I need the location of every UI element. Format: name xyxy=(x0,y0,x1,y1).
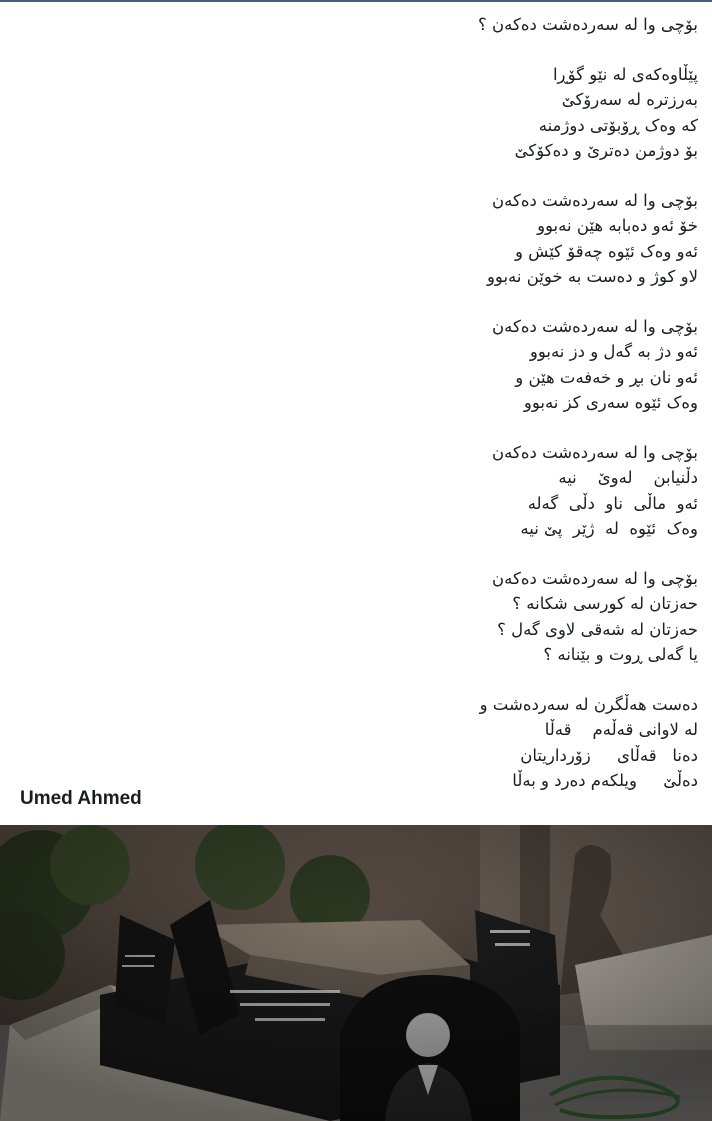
poem-line: بۆچی وا لە سەردەشت دەکەن ؟ xyxy=(478,15,698,34)
poem-line: لاو کوژ و دەست بە خوێن نەبوو xyxy=(486,267,698,286)
poem-line: حەزتان لە شەقی لاوی گەل ؟ xyxy=(497,619,698,639)
poem-stanza xyxy=(98,566,698,668)
poem-line: بۆچی وا لە سەردەشت دەکەن xyxy=(492,568,698,588)
poem-line: ئەو دژ بە گەل و دز نەبوو xyxy=(529,342,698,361)
poem-line: دڵنیابن لەوێ نیە xyxy=(558,468,698,487)
poem-line: بەرزترە لە سەرۆکێ xyxy=(561,90,698,109)
top-border xyxy=(0,0,712,2)
damaged-grave-photo-icon xyxy=(0,825,712,1121)
poem-line: ئەو نان بڕ و خەفەت هێن و xyxy=(515,367,698,387)
poem-line: لە لاوانی قەڵەم قەڵا xyxy=(544,720,698,739)
poem-line: بۆچی وا لە سەردەشت دەکەن xyxy=(492,190,698,210)
poem-line: دەنا قەڵای زۆرداریتان xyxy=(520,745,698,765)
poem-line: بۆچی وا لە سەردەشت دەکەن xyxy=(492,316,698,336)
poem-line: ئەو وەک ئێوە چەقۆ کێش و xyxy=(514,241,698,261)
poem-line: کە وەک ڕۆبۆتی دوژمنە xyxy=(538,115,698,135)
poem-line: دەست هەڵگرن لە سەردەشت و xyxy=(479,694,698,714)
author-name[interactable]: Umed Ahmed xyxy=(20,788,142,809)
poem-stanza xyxy=(98,62,698,164)
poem-stanza xyxy=(98,440,698,542)
poem-line: وەک ئێوە سەری کز نەبوو xyxy=(523,393,698,412)
poem-line: حەزتان لە کورسی شکانە ؟ xyxy=(512,594,698,613)
poem-line: ئەو ماڵی ناو دڵی گەلە xyxy=(527,493,698,513)
poem-line: بۆچی وا لە سەردەشت دەکەن xyxy=(492,442,698,462)
poem-text xyxy=(98,12,698,794)
poem-stanza xyxy=(98,188,698,290)
poem-line: یا گەلی ڕوت و بێنانە ؟ xyxy=(543,645,698,664)
poem-line: بۆ دوژمن دەترێ و دەکۆکێ xyxy=(514,141,698,160)
post-photo[interactable] xyxy=(0,825,712,1121)
poem-line: دەڵێ ویلکەم دەرد و بەڵا xyxy=(512,771,698,790)
poem-line: خۆ ئەو دەبابە هێن نەبوو xyxy=(537,216,698,235)
poem-stanza xyxy=(98,12,698,38)
poem-stanza xyxy=(98,692,698,794)
poem-line: پێڵاوەکەی لە نێو گۆڕا xyxy=(552,64,698,84)
poem-line: وەک ئێوە لە ژێر پێ نیە xyxy=(520,519,698,538)
poem-stanza xyxy=(98,314,698,416)
